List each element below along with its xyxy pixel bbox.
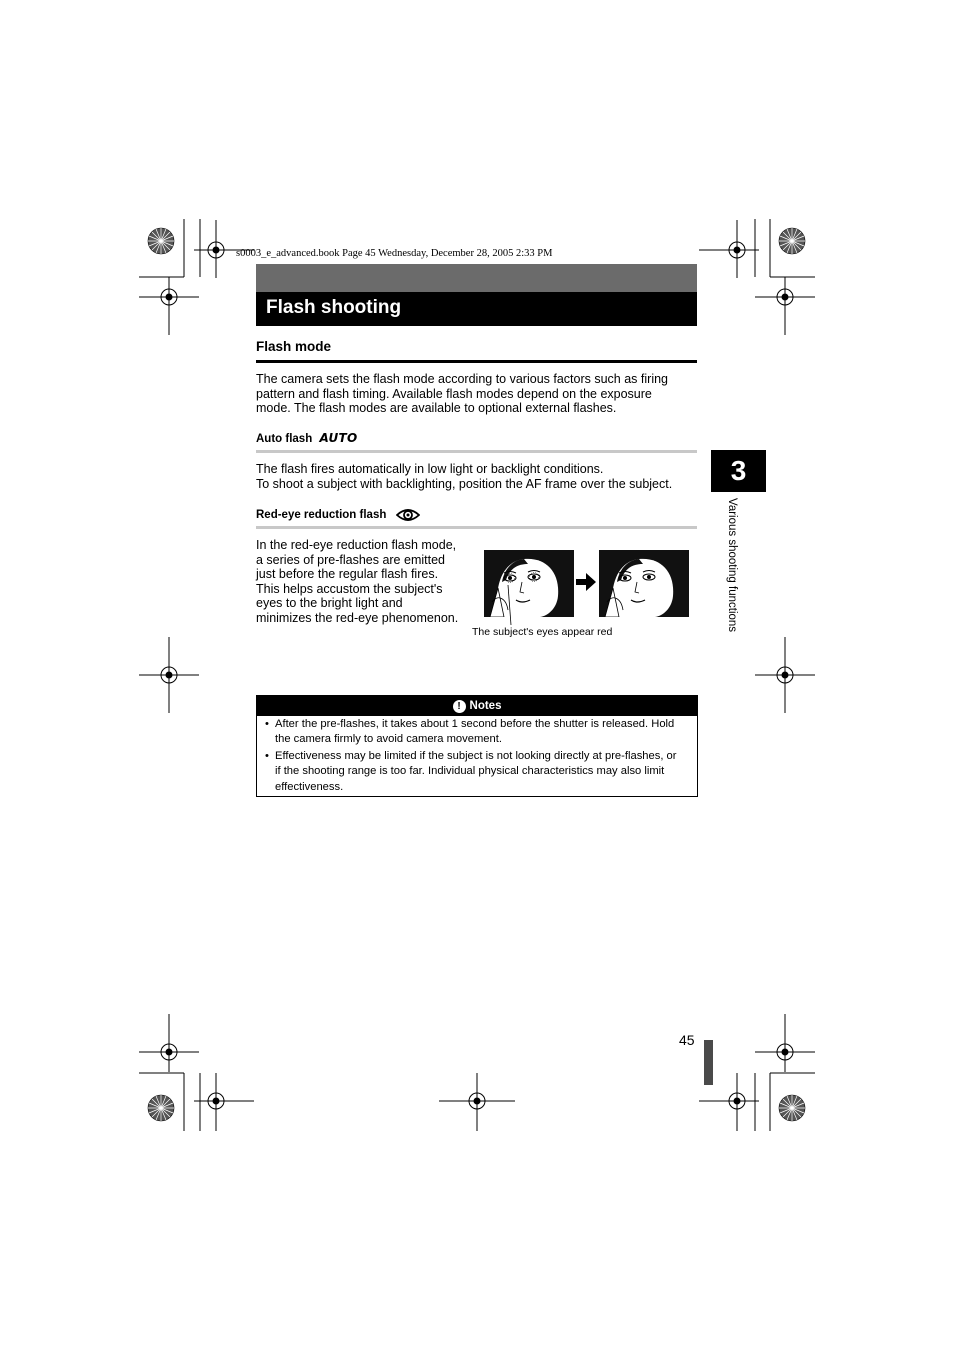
note-text: After the pre-flashes, it takes about 1 second before the shutter is released. Hold the camera firmly to avoid camera movement.: [275, 718, 675, 746]
red-eye-photo-after: [599, 550, 689, 617]
caption-leader-line: [505, 585, 515, 625]
header-band: [256, 264, 697, 292]
photo-caption: The subject's eyes appear red: [472, 626, 613, 638]
notes-box: [256, 695, 698, 797]
red-eye-photo-before: [484, 550, 574, 617]
book-file-info: s0003_e_advanced.book Page 45 Wednesday, December 28, 2005 2:33 PM: [236, 248, 553, 259]
red-eye-label: Red-eye reduction flash: [256, 509, 387, 522]
chapter-tab-label: Various shooting functions: [726, 498, 738, 633]
auto-symbol: AUTO: [319, 431, 358, 445]
eye-icon: [396, 507, 420, 523]
notes-title: Notes: [469, 700, 502, 712]
chapter-tab-number: 3: [711, 450, 766, 492]
auto-flash-rule: [256, 450, 697, 453]
note-text: Effectiveness may be limited if the subject is not looking directly at pre-flashes, or if the shooting range is too far. Individual physical characteristics may also limit effectiveness.: [275, 749, 677, 793]
arrow-right-icon: [576, 573, 596, 591]
red-eye-heading: [256, 507, 420, 523]
auto-flash-label: Auto flash: [256, 433, 313, 445]
flash-mode-heading: Flash mode: [256, 339, 332, 354]
list-item: • Effectiveness may be limited if the subject is not looking directly at pre-flashes, or if the shooting range is too far. Individual physical characteristics may also limit effectiveness.: [265, 749, 677, 793]
auto-flash-line-1: The flash fires automatically in low light or backlight conditions.: [256, 462, 604, 476]
auto-flash-body: [256, 462, 697, 491]
flash-mode-body: The camera sets the flash mode according to various factors such as firing pattern and flash timing. Available flash modes depend on the exposure mode. The flash modes are available to optional external flashes.: [256, 372, 668, 416]
auto-flash-heading: [256, 431, 358, 445]
notes-header: [257, 696, 697, 716]
exclamation-icon: !: [453, 700, 466, 713]
red-eye-rule: [256, 526, 697, 529]
red-eye-body: In the red-eye reduction flash mode, a series of pre-flashes are emitted just before the regular flash fires. This helps accustom the subject's eyes to the bright light and minimizes the red-eye phenomenon.: [256, 538, 459, 625]
list-item: • After the pre-flashes, it takes about 1 second before the shutter is released. Hold the camera firmly to avoid camera movement.: [265, 718, 675, 746]
page-number: 45: [679, 1032, 695, 1048]
title-bar: [256, 292, 697, 326]
heading-rule: [256, 360, 697, 363]
page-title: Flash shooting: [266, 297, 402, 318]
auto-flash-line-2: To shoot a subject with backlighting, position the AF frame over the subject.: [256, 476, 673, 491]
page-edge-bar: [704, 1040, 713, 1085]
notes-list: [257, 717, 697, 795]
